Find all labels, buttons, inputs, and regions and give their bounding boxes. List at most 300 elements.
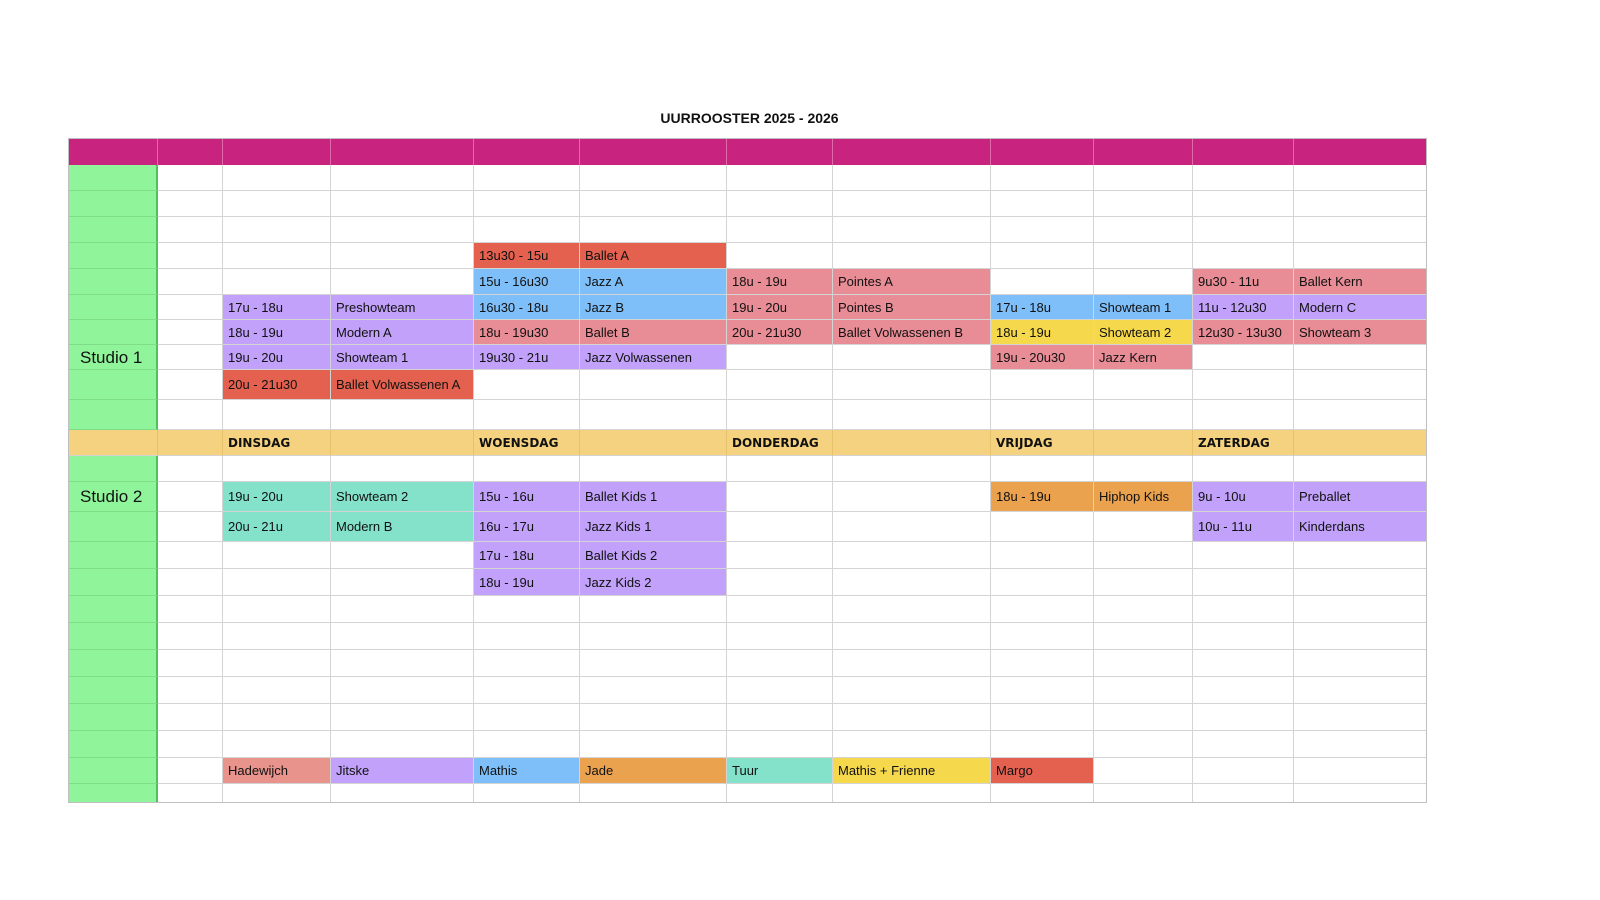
- empty-cell: [727, 370, 833, 400]
- empty-cell: [727, 784, 833, 803]
- empty-cell: [1294, 596, 1427, 623]
- class-name: Jazz Kids 2: [580, 569, 727, 596]
- empty-cell: [474, 370, 580, 400]
- studio-column-cell: [68, 400, 158, 430]
- empty-cell: [991, 456, 1094, 482]
- day-label-vrijdag: VRIJDAG: [991, 430, 1094, 456]
- empty-cell: [158, 217, 223, 243]
- empty-cell: [833, 542, 991, 569]
- empty-cell: [727, 569, 833, 596]
- class-time: 9u - 10u: [1193, 482, 1294, 512]
- class-time: 17u - 18u: [223, 295, 331, 320]
- class-name: Pointes B: [833, 295, 991, 320]
- empty-cell: [1094, 650, 1193, 677]
- empty-cell: [158, 677, 223, 704]
- empty-cell: [331, 650, 474, 677]
- class-name: Showteam 3: [1294, 320, 1427, 345]
- studio-column-cell: [68, 596, 158, 623]
- class-time: 19u30 - 21u: [474, 345, 580, 370]
- empty-cell: [1294, 370, 1427, 400]
- empty-cell: [991, 784, 1094, 803]
- empty-cell: [474, 217, 580, 243]
- empty-cell: [158, 596, 223, 623]
- empty-cell: [474, 677, 580, 704]
- empty-cell: [1294, 650, 1427, 677]
- empty-cell: [474, 165, 580, 191]
- empty-cell: [991, 731, 1094, 758]
- empty-cell: [991, 542, 1094, 569]
- studio-column-cell: [68, 784, 158, 803]
- empty-cell: [1094, 191, 1193, 217]
- empty-cell: [1193, 165, 1294, 191]
- class-time: 10u - 11u: [1193, 512, 1294, 542]
- empty-cell: [331, 400, 474, 430]
- empty-cell: [158, 542, 223, 569]
- empty-cell: [991, 243, 1094, 269]
- empty-cell: [331, 623, 474, 650]
- empty-cell: [331, 269, 474, 295]
- class-time: 18u - 19u: [727, 269, 833, 295]
- header-band-cell: [580, 139, 727, 165]
- day-row-cell: [158, 430, 223, 456]
- empty-cell: [223, 704, 331, 731]
- empty-cell: [1294, 243, 1427, 269]
- class-name: Showteam 2: [331, 482, 474, 512]
- class-time: 18u - 19u: [991, 320, 1094, 345]
- empty-cell: [1094, 370, 1193, 400]
- empty-cell: [1294, 542, 1427, 569]
- empty-cell: [1193, 623, 1294, 650]
- class-name: Ballet Kern: [1294, 269, 1427, 295]
- class-name: Ballet Kids 1: [580, 482, 727, 512]
- empty-cell: [580, 650, 727, 677]
- teacher-legend-item: Mathis: [474, 758, 580, 784]
- empty-cell: [223, 165, 331, 191]
- empty-cell: [474, 704, 580, 731]
- empty-cell: [331, 217, 474, 243]
- class-time: 17u - 18u: [474, 542, 580, 569]
- empty-cell: [474, 650, 580, 677]
- empty-cell: [580, 623, 727, 650]
- empty-cell: [833, 217, 991, 243]
- empty-cell: [1193, 345, 1294, 370]
- empty-cell: [1094, 623, 1193, 650]
- empty-cell: [331, 456, 474, 482]
- class-name: Ballet Kids 2: [580, 542, 727, 569]
- class-time: 12u30 - 13u30: [1193, 320, 1294, 345]
- empty-cell: [1193, 758, 1294, 784]
- empty-cell: [580, 217, 727, 243]
- empty-cell: [580, 191, 727, 217]
- class-time: 15u - 16u: [474, 482, 580, 512]
- empty-cell: [580, 400, 727, 430]
- empty-cell: [1193, 217, 1294, 243]
- empty-cell: [580, 731, 727, 758]
- empty-cell: [158, 320, 223, 345]
- teacher-legend-item: Tuur: [727, 758, 833, 784]
- empty-cell: [223, 677, 331, 704]
- empty-cell: [1193, 400, 1294, 430]
- empty-cell: [1294, 758, 1427, 784]
- class-time: 9u30 - 11u: [1193, 269, 1294, 295]
- class-time: 20u - 21u30: [223, 370, 331, 400]
- empty-cell: [1094, 217, 1193, 243]
- studio-column-cell: [68, 456, 158, 482]
- empty-cell: [833, 623, 991, 650]
- empty-cell: [727, 456, 833, 482]
- class-name: Jazz B: [580, 295, 727, 320]
- empty-cell: [727, 217, 833, 243]
- empty-cell: [474, 456, 580, 482]
- empty-cell: [833, 370, 991, 400]
- header-band-cell: [727, 139, 833, 165]
- day-label-donderdag: DONDERDAG: [727, 430, 833, 456]
- empty-cell: [727, 704, 833, 731]
- class-time: 18u - 19u: [223, 320, 331, 345]
- class-name: Pointes A: [833, 269, 991, 295]
- empty-cell: [1094, 269, 1193, 295]
- class-name: Modern B: [331, 512, 474, 542]
- class-name: Ballet Volwassenen B: [833, 320, 991, 345]
- teacher-legend-item: Mathis + Frienne: [833, 758, 991, 784]
- empty-cell: [1193, 243, 1294, 269]
- studio-column-cell: [68, 650, 158, 677]
- empty-cell: [1294, 784, 1427, 803]
- header-band-cell: [1094, 139, 1193, 165]
- empty-cell: [991, 596, 1094, 623]
- empty-cell: [474, 596, 580, 623]
- empty-cell: [223, 650, 331, 677]
- empty-cell: [223, 784, 331, 803]
- empty-cell: [991, 623, 1094, 650]
- empty-cell: [223, 191, 331, 217]
- empty-cell: [1193, 596, 1294, 623]
- empty-cell: [727, 677, 833, 704]
- studio-column-cell: [68, 191, 158, 217]
- class-time: 19u - 20u: [727, 295, 833, 320]
- empty-cell: [833, 243, 991, 269]
- teacher-legend-item: Hadewijch: [223, 758, 331, 784]
- empty-cell: [331, 596, 474, 623]
- empty-cell: [331, 191, 474, 217]
- class-name: Showteam 1: [1094, 295, 1193, 320]
- empty-cell: [1193, 569, 1294, 596]
- empty-cell: [991, 370, 1094, 400]
- empty-cell: [158, 295, 223, 320]
- header-band-cell: [1193, 139, 1294, 165]
- class-time: 11u - 12u30: [1193, 295, 1294, 320]
- empty-cell: [1193, 456, 1294, 482]
- empty-cell: [833, 731, 991, 758]
- empty-cell: [1294, 345, 1427, 370]
- empty-cell: [158, 345, 223, 370]
- empty-cell: [1094, 569, 1193, 596]
- class-time: 13u30 - 15u: [474, 243, 580, 269]
- empty-cell: [991, 569, 1094, 596]
- studio-column-cell: [68, 569, 158, 596]
- empty-cell: [991, 677, 1094, 704]
- empty-cell: [474, 731, 580, 758]
- studio-column-cell: [68, 217, 158, 243]
- empty-cell: [158, 456, 223, 482]
- class-name: Modern C: [1294, 295, 1427, 320]
- day-row-cell: [331, 430, 474, 456]
- empty-cell: [727, 482, 833, 512]
- empty-cell: [727, 596, 833, 623]
- empty-cell: [331, 677, 474, 704]
- empty-cell: [1094, 704, 1193, 731]
- header-band-cell: [991, 139, 1094, 165]
- empty-cell: [991, 217, 1094, 243]
- empty-cell: [991, 165, 1094, 191]
- class-time: 18u - 19u: [991, 482, 1094, 512]
- class-name: Jazz Kids 1: [580, 512, 727, 542]
- empty-cell: [727, 243, 833, 269]
- class-time: 19u - 20u: [223, 482, 331, 512]
- empty-cell: [474, 191, 580, 217]
- class-name: Hiphop Kids: [1094, 482, 1193, 512]
- empty-cell: [223, 400, 331, 430]
- studio-2-label: Studio 2: [68, 482, 158, 512]
- class-time: 16u - 17u: [474, 512, 580, 542]
- empty-cell: [158, 191, 223, 217]
- empty-cell: [331, 731, 474, 758]
- class-name: Jazz Volwassenen: [580, 345, 727, 370]
- empty-cell: [1094, 400, 1193, 430]
- studio-column-cell: [68, 704, 158, 731]
- empty-cell: [991, 704, 1094, 731]
- empty-cell: [1094, 677, 1193, 704]
- page-title: UURROOSTER 2025 - 2026: [660, 110, 839, 126]
- class-name: Preshowteam: [331, 295, 474, 320]
- empty-cell: [833, 677, 991, 704]
- class-time: 20u - 21u: [223, 512, 331, 542]
- day-row-cell: [580, 430, 727, 456]
- empty-cell: [223, 623, 331, 650]
- empty-cell: [223, 217, 331, 243]
- empty-cell: [331, 165, 474, 191]
- class-time: 15u - 16u30: [474, 269, 580, 295]
- empty-cell: [158, 731, 223, 758]
- empty-cell: [1294, 191, 1427, 217]
- class-time: 18u - 19u30: [474, 320, 580, 345]
- class-time: 17u - 18u: [991, 295, 1094, 320]
- empty-cell: [158, 569, 223, 596]
- studio-column-cell: [68, 542, 158, 569]
- empty-cell: [1193, 784, 1294, 803]
- empty-cell: [1193, 191, 1294, 217]
- studio-column-cell: [68, 623, 158, 650]
- empty-cell: [331, 569, 474, 596]
- empty-cell: [991, 269, 1094, 295]
- empty-cell: [727, 512, 833, 542]
- studio-column-cell: [68, 677, 158, 704]
- class-name: Ballet B: [580, 320, 727, 345]
- empty-cell: [474, 623, 580, 650]
- empty-cell: [1094, 512, 1193, 542]
- empty-cell: [1094, 456, 1193, 482]
- empty-cell: [727, 165, 833, 191]
- empty-cell: [158, 650, 223, 677]
- empty-cell: [991, 400, 1094, 430]
- empty-cell: [833, 165, 991, 191]
- header-band-cell: [158, 139, 223, 165]
- teacher-legend-item: Jade: [580, 758, 727, 784]
- empty-cell: [331, 542, 474, 569]
- empty-cell: [1193, 704, 1294, 731]
- empty-cell: [158, 370, 223, 400]
- header-band-cell: [331, 139, 474, 165]
- empty-cell: [158, 243, 223, 269]
- class-name: Showteam 1: [331, 345, 474, 370]
- empty-cell: [223, 269, 331, 295]
- teacher-legend-item: Jitske: [331, 758, 474, 784]
- empty-cell: [833, 784, 991, 803]
- empty-cell: [1094, 542, 1193, 569]
- class-time: 16u30 - 18u: [474, 295, 580, 320]
- empty-cell: [1294, 217, 1427, 243]
- day-label-dinsdag: DINSDAG: [223, 430, 331, 456]
- class-name: Showteam 2: [1094, 320, 1193, 345]
- day-label-zaterdag: ZATERDAG: [1193, 430, 1294, 456]
- empty-cell: [727, 400, 833, 430]
- class-name: Preballet: [1294, 482, 1427, 512]
- empty-cell: [158, 512, 223, 542]
- header-band-cell: [474, 139, 580, 165]
- empty-cell: [1094, 758, 1193, 784]
- empty-cell: [223, 731, 331, 758]
- empty-cell: [833, 191, 991, 217]
- empty-cell: [158, 400, 223, 430]
- empty-cell: [1294, 456, 1427, 482]
- day-row-cell: [1294, 430, 1427, 456]
- empty-cell: [580, 704, 727, 731]
- empty-cell: [223, 243, 331, 269]
- empty-cell: [580, 784, 727, 803]
- empty-cell: [331, 243, 474, 269]
- empty-cell: [727, 731, 833, 758]
- empty-cell: [158, 623, 223, 650]
- empty-cell: [1294, 165, 1427, 191]
- studio-column-cell: [68, 512, 158, 542]
- empty-cell: [158, 758, 223, 784]
- studio-1-label: Studio 1: [68, 345, 158, 370]
- studio-column-cell: [68, 320, 158, 345]
- studio-column-cell: [68, 370, 158, 400]
- empty-cell: [1294, 677, 1427, 704]
- class-time: 20u - 21u30: [727, 320, 833, 345]
- empty-cell: [833, 596, 991, 623]
- empty-cell: [331, 784, 474, 803]
- empty-cell: [158, 165, 223, 191]
- empty-cell: [1193, 650, 1294, 677]
- empty-cell: [991, 650, 1094, 677]
- empty-cell: [223, 596, 331, 623]
- day-row-cell: [833, 430, 991, 456]
- empty-cell: [1094, 731, 1193, 758]
- class-time: 19u - 20u30: [991, 345, 1094, 370]
- class-name: Kinderdans: [1294, 512, 1427, 542]
- empty-cell: [833, 345, 991, 370]
- empty-cell: [580, 370, 727, 400]
- class-time: 19u - 20u: [223, 345, 331, 370]
- empty-cell: [580, 165, 727, 191]
- class-time: 18u - 19u: [474, 569, 580, 596]
- empty-cell: [1193, 677, 1294, 704]
- empty-cell: [833, 569, 991, 596]
- empty-cell: [833, 650, 991, 677]
- empty-cell: [158, 784, 223, 803]
- studio-column-cell: [68, 731, 158, 758]
- empty-cell: [158, 704, 223, 731]
- empty-cell: [833, 482, 991, 512]
- empty-cell: [158, 269, 223, 295]
- empty-cell: [1094, 784, 1193, 803]
- header-band-cell: [833, 139, 991, 165]
- header-band-cell: [68, 139, 158, 165]
- teacher-legend-item: Margo: [991, 758, 1094, 784]
- empty-cell: [833, 400, 991, 430]
- empty-cell: [223, 456, 331, 482]
- day-row-cell: [68, 430, 158, 456]
- empty-cell: [158, 482, 223, 512]
- header-band-cell: [1294, 139, 1427, 165]
- empty-cell: [727, 345, 833, 370]
- day-label-woensdag: WOENSDAG: [474, 430, 580, 456]
- empty-cell: [580, 677, 727, 704]
- empty-cell: [1094, 243, 1193, 269]
- empty-cell: [727, 191, 833, 217]
- empty-cell: [991, 512, 1094, 542]
- empty-cell: [223, 542, 331, 569]
- class-name: Jazz Kern: [1094, 345, 1193, 370]
- class-name: Modern A: [331, 320, 474, 345]
- empty-cell: [474, 400, 580, 430]
- empty-cell: [580, 596, 727, 623]
- empty-cell: [1193, 542, 1294, 569]
- empty-cell: [1294, 731, 1427, 758]
- studio-column-cell: [68, 243, 158, 269]
- empty-cell: [331, 704, 474, 731]
- empty-cell: [474, 784, 580, 803]
- empty-cell: [1193, 731, 1294, 758]
- empty-cell: [833, 456, 991, 482]
- studio-column-cell: [68, 758, 158, 784]
- header-band-cell: [223, 139, 331, 165]
- empty-cell: [1094, 596, 1193, 623]
- studio-column-cell: [68, 295, 158, 320]
- empty-cell: [580, 456, 727, 482]
- empty-cell: [1193, 370, 1294, 400]
- class-name: Ballet A: [580, 243, 727, 269]
- empty-cell: [1294, 569, 1427, 596]
- empty-cell: [727, 542, 833, 569]
- empty-cell: [1094, 165, 1193, 191]
- empty-cell: [833, 512, 991, 542]
- empty-cell: [223, 569, 331, 596]
- empty-cell: [1294, 623, 1427, 650]
- empty-cell: [727, 623, 833, 650]
- studio-column-cell: [68, 165, 158, 191]
- empty-cell: [991, 191, 1094, 217]
- empty-cell: [833, 704, 991, 731]
- day-row-cell: [1094, 430, 1193, 456]
- class-name: Ballet Volwassenen A: [331, 370, 474, 400]
- empty-cell: [1294, 704, 1427, 731]
- empty-cell: [727, 650, 833, 677]
- class-name: Jazz A: [580, 269, 727, 295]
- empty-cell: [1294, 400, 1427, 430]
